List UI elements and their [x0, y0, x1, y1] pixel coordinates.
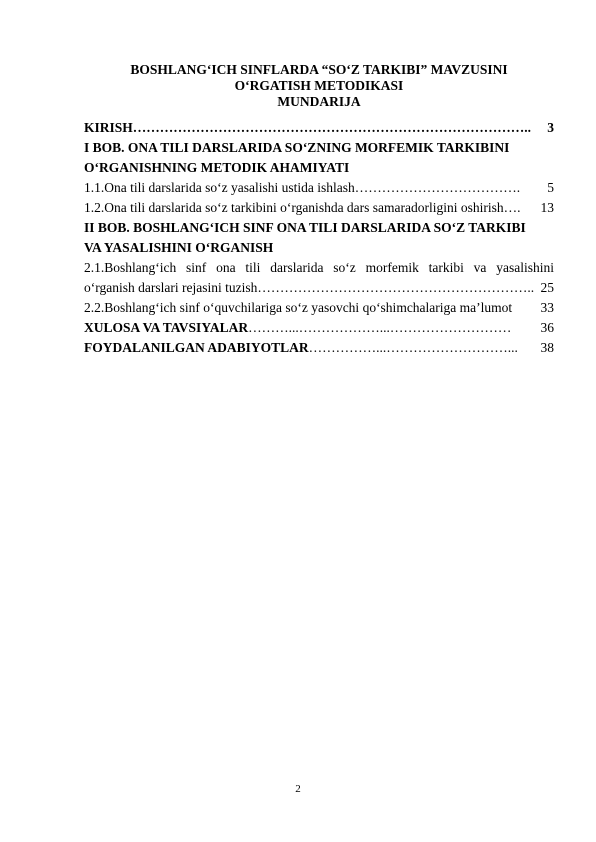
table-of-contents: [84, 118, 554, 358]
toc-entry-2-1-line-1[interactable]: 2.1.Boshlang‘ich sinf ona tili darslarida so‘z morfemik tarkibi va yasalishini: [84, 260, 554, 275]
toc-heading: MUNDARIJA: [277, 94, 361, 109]
document-title: [84, 62, 554, 110]
toc-entry-2-1-line-2[interactable]: o‘rganish darslari rejasini tuzish …………………………………………………….. 25: [84, 280, 554, 295]
chapter-2-heading-line-2[interactable]: VA YASALISHINI O‘RGANISH: [84, 240, 274, 255]
toc-entry-1-2[interactable]: 1.2.Ona tili darslarida so‘z tarkibini o‘rganishda dars samaradorligini oshirish …. 13: [84, 200, 554, 215]
toc-entry-kirish[interactable]: KIRISH …………………………………………………………………………….. 3: [84, 120, 554, 135]
page-number: 2: [295, 783, 301, 795]
chapter-1-heading-line-1[interactable]: I BOB. ONA TILI DARSLARIDA SO‘ZNING MORFEMIK TARKIBINI: [84, 140, 510, 155]
chapter-1-heading-line-2[interactable]: O‘RGANISHNING METODIK AHAMIYATI: [84, 160, 350, 175]
toc-entry-foydalanilgan[interactable]: FOYDALANILGAN ADABIYOTLAR ……………...………………………... 38: [84, 340, 554, 355]
title-line-2: O‘RGATISH METODIKASI: [234, 78, 404, 93]
toc-entry-xulosa[interactable]: XULOSA VA TAVSIYALAR ………...………………...……………………… 36: [84, 320, 554, 335]
chapter-2-heading-line-1[interactable]: II BOB. BOSHLANG‘ICH SINF ONA TILI DARSLARIDA SO‘Z TARKIBI: [84, 220, 526, 235]
title-line-1: BOSHLANG‘ICH SINFLARDA “SO‘Z TARKIBI” MAVZUSINI: [130, 62, 508, 77]
toc-entry-1-1[interactable]: 1.1.Ona tili darslarida so‘z yasalishi ustida ishlash ………………………………. 5: [84, 180, 554, 195]
toc-entry-2-2[interactable]: 2.2.Boshlang‘ich sinf o‘quvchilariga so‘z yasovchi qo‘shimchalariga ma’lumot 33: [84, 300, 554, 315]
